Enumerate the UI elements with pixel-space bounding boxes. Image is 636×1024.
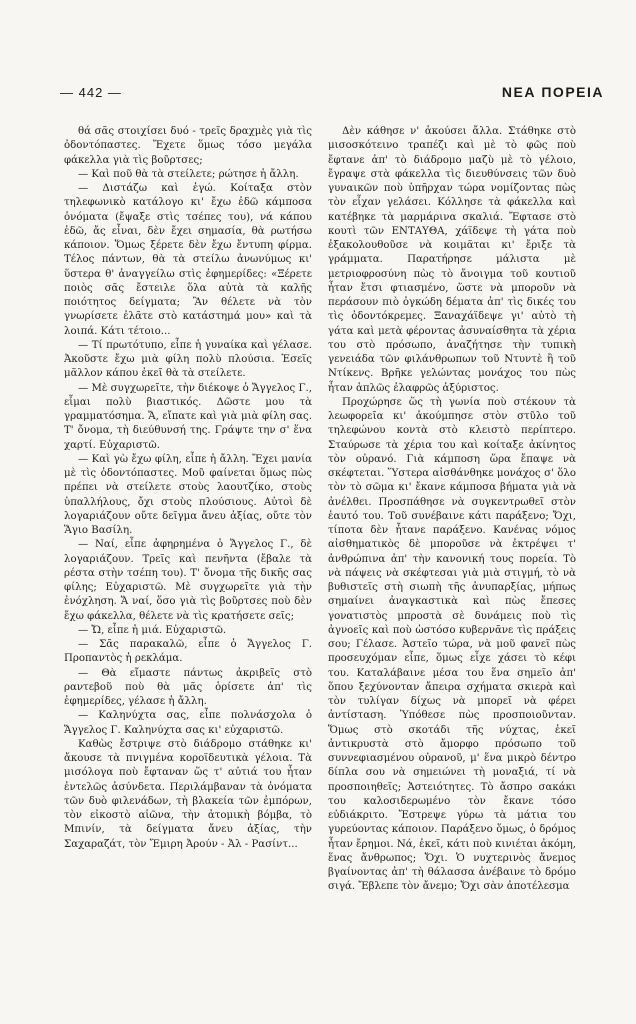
paragraph: Καθὼς ἔστριψε στὸ διάδρομο στάθηκε κι' ἄκουσε τὰ πνιγμένα κοροϊδευτικὰ γέλοια. Τὰ μισόλογα ποὺ ἔφταναν ὥς τ' αὐτιά του ἦταν ἐντελῶς ἀσύνδετα. Περιλάμβαναν τὰ ὀνόματα τῶν δυὸ φιλενάδων, τὴ βλακεία τῶν ἐμπόρων, τὸν εἰκοστὸ αἰῶνα, τὴν ἀτομικὴ βόμβα, τὸ Μπινίν, τὰ δείγματα ἄνευ ἀξίας, τὴν Σαχαραζάτ, τὸν Ἔμιρη Ἀρούν - Ἀλ - Ρασίντ... <box>64 738 312 850</box>
paragraph: — Σᾶς παρακαλῶ, εἶπε ὁ Ἄγγελος Γ. Προπαντὸς ἡ ρεκλάμα. <box>64 639 312 665</box>
right-column <box>328 125 576 975</box>
paragraph: — Διστάζω καὶ ἐγώ. Κοίταξα στὸν τηλεφωνικὸ κατάλογο κι' ἔχω ἐδῶ κάμποσα ὀνόματα (ἔψαξε στὶς τσέπες του), νά κάπου ἐδῶ, ἄς εἶναι, δὲν ἔχει σημασία, θὰ ρωτήσω κάποιον. Ὅμως ξέρετε δὲν ἔχω ἔντυπη φίρμα. Τέλος πάντων, θὰ τὰ στείλω ἀνωνύμως κι' ὕστερα θ' ἀναγγείλω στὶς ἐφημερίδες: «Ξέρετε ποιὸς σᾶς ἔστειλε ὅλα αὐτὰ τὰ καλῆς ποιότητος δείγματα; Ἂν θέλετε νὰ τὸν γνωρίσετε ἐλᾶτε στὸ κατάστημά μου» καὶ τὰ λοιπά. Κάτι τέτοιο... <box>64 183 312 337</box>
paragraph: — Ὤ, εἶπε ἡ μιά. Εὐχαριστῶ. <box>78 624 227 636</box>
paragraph: — Καὶ γὼ ἔχω φίλη, εἶπε ἡ ἄλλη. Ἔχει μανία μὲ τὶς ὀδοντόπαστες. Μοῦ φαίνεται ὅμως πὼς πρέπει νὰ στείλετε στοὺς λαουτζίκο, στοὺς ὑπαλλήλους, ὄχι στοὺς πλούσιους. Αὐτοὶ δὲ λογαριάζουν οὔτε δεῖγμα ἄνευ ἀξίας, οὔτε τὸν Ἅγιο Βασίλη. <box>64 453 312 536</box>
paragraph: — Θὰ εἴμαστε πάντως ἀκριβεῖς στὸ ραντεβοῦ ποὺ θὰ μᾶς ὁρίσετε ἀπ' τὶς ἐφημερίδες, γέλασε ἡ ἄλλη. <box>64 667 312 707</box>
paragraph: — Ναί, εἶπε ἀφηρημένα ὁ Ἄγγελος Γ., δὲ λογαριάζουν. Τρεῖς καὶ πενῆντα (ἔβαλε τὰ ρέστα στὴν τσέπη του). Τ' ὄνομα τῆς δικῆς σας φίλης; Εὐχαριστῶ. Μὲ συγχωρεῖτε γιὰ τὴν ἐνόχληση. Ἄ ναί, ὅσο γιὰ τὶς βοῦρτσες ποὺ δὲν ἔχω φάκελλα, θέλετε νὰ τὶς κρατήσετε σεῖς; <box>64 539 312 622</box>
page-number: — 442 — <box>60 85 122 100</box>
left-column <box>64 125 312 975</box>
paragraph: Δὲν κάθησε ν' ἀκούσει ἄλλα. Στάθηκε στὸ μισοσκότεινο τραπέζι καὶ μὲ τὸ φῶς ποὺ ἔφτανε ἀπ' τὸ διάδρομο μαζὺ μὲ τὸ γέλοιο, ἔγραψε στὰ φάκελλα τὶς διευθύνσεις τῶν δυὸ γυναικῶν ποὺ ὑπῆρχαν τώρα νομίζοντας πὼς τὸν εἶχαν γελάσει. Κόλλησε τὰ φάκελλα καὶ κατέβηκε τὰ μαρμάρινα σκαλιά. Ἔφτασε στὸ κουτὶ τῶν ΕΝΤΑΥΘΑ, χάϊδεψε τὴ γάτα ποὺ ἐξακολουθοῦσε νὰ κοιμᾶται κι' ἔριξε τὰ γράμματα. Παρατήρησε μάλιστα μὲ μετριοφροσύνη πὼς τὸ ἄνοιγμα τοῦ κουτιοῦ ἦταν ἔτσι φτιασμένο, ὥστε νὰ μποροῦν νὰ περάσουν πιὸ ὀγκώδη δέματα ἀπ' τὶς δικές του τὶς ὀδοντόκρεμες. Ξαναχάϊδεψε γι' αὐτὸ τὴ γάτα καὶ μετὰ φέροντας ἀσυναίσθητα τὰ χέρια του στὸ πρόσωπο, ἀναζήτησε τὴν τυπικὴ γενειάδα τῶν φιλάνθρωπων τοῦ Ντυντὲ ἢ τοῦ Ντίκενς. Βρῆκε γελώντας μονάχος του πὼς ἦταν ἁπλῶς ἐλαφρῶς ἀξύριστος. <box>328 126 576 394</box>
paragraph: — Τί πρωτότυπο, εἶπε ἡ γυναίκα καὶ γέλασε. Ἀκοῦστε ἔχω μιὰ φίλη πολὺ πλούσια. Ἐσεῖς μᾶλλον κάπου ἐκεῖ θὰ τὰ στείλετε. <box>64 339 312 380</box>
paragraph: — Μὲ συγχωρεῖτε, τὴν διέκοψε ὁ Ἄγγελος Γ., εἶμαι πολὺ βιαστικός. Δῶστε μου τὰ γραμματόσημα. Ἄ, εἴπατε καὶ γιὰ μιὰ φίλη σας. Τ' ὄνομα, τὴ διεύθυνσή της. Γράψτε την σ' ἕνα χαρτί. Εὐχαριστῶ. <box>64 382 312 451</box>
paragraph: Προχώρησε ὥς τὴ γωνία ποὺ στέκουν τὰ λεωφορεῖα κι' ἀκούμπησε στὸν στῦλο τοῦ τηλεφώνου κοντὰ στὸ κλειστὸ περίπτερο. Σταύρωσε τὰ χέρια του καὶ κοίταξε ἀκίνητος τὸν οὐρανό. Γιὰ κάμποση ὥρα ἔπαψε νὰ σκέφτεται. Ὕστερα αἰσθάνθηκε μονάχος σ' ὅλο τὸν τὸ σῶμα κι' ἔκανε κάμποσα βήματα γιὰ νὰ ἀνέλθει. Προσπάθησε νὰ συγκεντρωθεῖ στὸν ἑαυτό του. Τοῦ συνέβαινε κάτι παράξενο; Ὄχι, τίποτα δὲν ἦτανε παράξενο. Κανένας νόμος αἰσθηματικὸς δὲ μποροῦσε νὰ ἐκτρέψει τ' ἀνθρώπινα ἀπ' τὴν κανονική τους πορεία. Τὸ νὰ πάψεις νὰ σκέφτεσαι γιὰ μιὰ στιγμή, τὸ νὰ βυθιστεῖς στὴ σιωπὴ τῆς ἀνυπαρξίας, μήπως σημαίνει ἀναγκαστικὰ καὶ πὼς ἔπεσες γονατιστὸς μπροστὰ σὲ δυνάμεις ποὺ τὶς ἀγνοεῖς καὶ ποὺ ὡστόσο κυβερνᾶνε τὶς πράξεις σου; Γέλασε. Ἀστεῖο τώρα, νὰ μοῦ φανεῖ πὼς προσευχόμαν εἶπε, ὅμως εἶχε χάσει τὸ κέφι του. Καταλάβαινε μέσα του ἕνα σημεῖο ἀπ' ὅπου ξεχύνονταν ἄπειρα σχήματα σκιερὰ καὶ τὸν τυλίγαν δίχως νὰ μπορεῖ νὰ φέρει ἀντίσταση. Ὑπόθεσε πὼς προσποιοῦνταν. Ὅμως στὸ σκοτάδι τῆς νύχτας, ἐκεῖ ἀντικρυστὰ στὸ ἄμορφο πρόσωπο τοῦ συννεφιασμένου οὐρανοῦ, μ' ἕνα μικρὸ δέντρο δίπλα σου νὰ σημειώνει τὴ μοναξιά, τί νὰ προσποιηθεῖς; Ἀστειότητες. Τὸ ἄσπρο σακάκι του καλοσιδερωμένο τὸν ἔκανε τόσο εὐδιάκριτο. Ἔστρεψε γύρω τὰ μάτια του γυρεύοντας κάποιον. Παράξενο ὅμως, ὁ δρόμος ἦταν ἔρημοι. Νά, ἐκεῖ, κάτι ποὺ κινιέται ἀκόμη, ἕνας ἄνθρωπος; Ὄχι. Ὁ νυχτερινὸς ἄνεμος βγαίνοντας ἀπ' τὴ θάλασσα ἀνέβαινε τὸ δρόμο σιγά. Ἔβλεπε τὸν ἄνεμο; Ὄχι σὰν ἀποτέλεσμα <box>328 396 576 893</box>
paragraph: — Καὶ ποῦ θὰ τὰ στείλετε; ρώτησε ἡ ἄλλη. <box>78 168 299 180</box>
paragraph: θά σᾶς στοιχίσει δυό - τρεῖς δραχμὲς γιὰ τὶς ὀδοντόπαστες. Ἔχετε ὅμως τόσο μεγάλα φάκελλα γιὰ τὶς βοῦρτσες; <box>64 126 312 166</box>
page-header <box>60 80 604 100</box>
paragraph: — Καληνύχτα σας, εἶπε πολνάσχολα ὁ Ἄγγελος Γ. Καληνύχτα σας κι' εὐχαριστῶ. <box>64 710 312 736</box>
journal-title: ΝΕΑ ΠΟΡΕΙΑ <box>501 84 604 100</box>
